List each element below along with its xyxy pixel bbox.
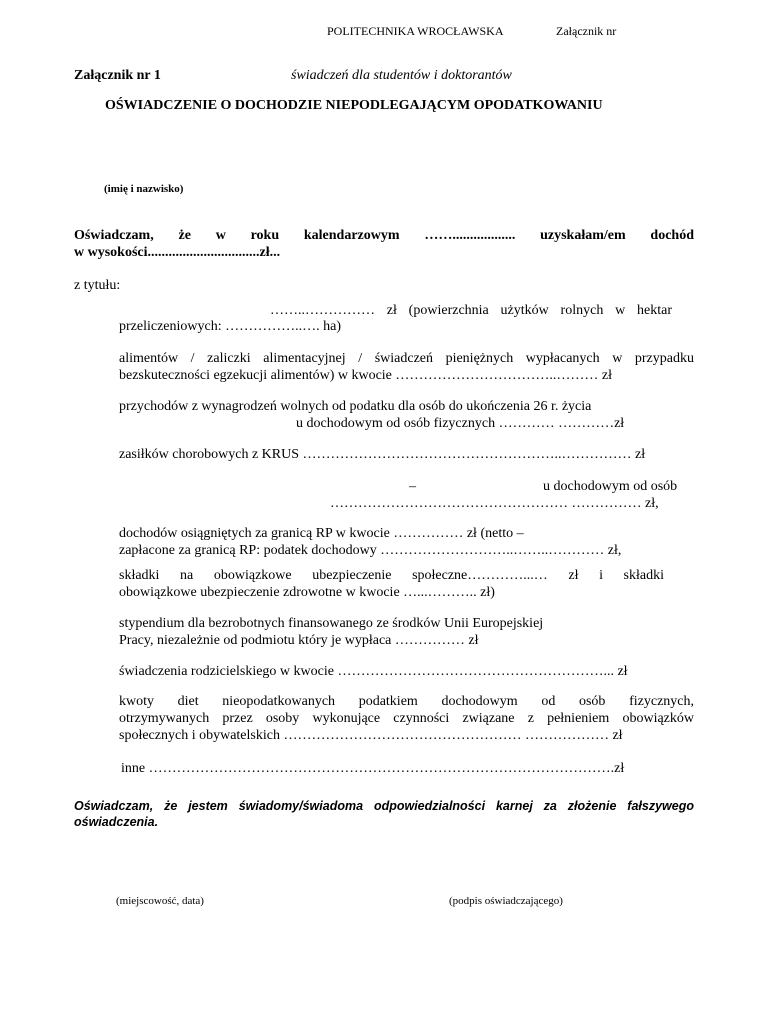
farm-income-line-1: ……..…………… zł (powierzchnia użytków rolnych w hektar <box>270 303 672 318</box>
annex-label: Załącznik nr 1 <box>74 68 161 83</box>
social-insurance-line-2: obowiązkowe ubezpieczenie zdrowotne w kwocie …...……….. zł) <box>119 585 495 600</box>
allowance-line-2: otrzymywanych przez osoby wykonujące czynności związane z pełnieniem obowiązków <box>119 711 694 726</box>
declaration-line-2: w wysokości................................zł... <box>74 245 281 260</box>
foreign-income-line-1: dochodów osiągniętych za granicą RP w kwocie …………… zł (netto – <box>119 526 524 541</box>
farm-income-line-2: przeliczeniowych: ……………..…. ha) <box>119 319 341 334</box>
annex-reference: Załącznik nr <box>556 24 617 38</box>
allowance-line-1: kwoty diet nieopodatkowanych podatkiem dochodowym od osób fizycznych, <box>119 694 694 709</box>
page-title: OŚWIADCZENIE O DOCHODZIE NIEPODLEGAJĄCYM OPODATKOWANIU <box>105 98 603 113</box>
name-label: (imię i nazwisko) <box>104 183 184 195</box>
social-insurance-line-1: składki na obowiązkowe ubezpieczenie społeczne…………...… zł i składki <box>119 568 664 583</box>
place-date-label: (miejscowość, data) <box>116 895 204 907</box>
wage-exempt-line-1: przychodów z wynagrodzeń wolnych od podatku dla osób do ukończenia 26 r. życia <box>119 399 592 414</box>
unemployed-stipend-line-1: stypendium dla bezrobotnych finansowanego ze środków Unii Europejskiej <box>119 616 544 631</box>
alimony-line-1: alimentów / zaliczki alimentacyjnej / świadczeń pieniężnych wypłacanych w przypadku <box>119 351 694 366</box>
krus-sickness-benefit: zasiłków chorobowych z KRUS ………………………………………………..…………… zł <box>119 447 646 462</box>
unemployed-stipend-line-2: Pracy, niezależnie od podmiotu który je wypłaca …………… zł <box>119 633 479 648</box>
alimony-line-2: bezskuteczności egzekucji alimentów) w kwocie ……………………………..……… zł <box>119 368 612 383</box>
title-of-income-label: z tytułu: <box>74 278 121 293</box>
liability-statement-line-1: Oświadczam, że jestem świadomy/świadoma odpowiedzialności karnej za złożenie fałszywego <box>74 799 694 813</box>
parental-benefit: świadczenia rodzicielskiego w kwocie …………………………………………………... zł <box>119 664 628 679</box>
income-tax-fragment: u dochodowym od osób <box>543 479 678 494</box>
liability-statement-line-2: oświadczenia. <box>74 815 159 829</box>
amount-dots-line: …………………………………………… …………… zł, <box>330 496 659 511</box>
annex-subtitle: świadczeń dla studentów i doktorantów <box>291 68 512 83</box>
allowance-line-3: społecznych i obywatelskich …………………………………………… ……………… zł <box>119 728 623 743</box>
institution-header: POLITECHNIKA WROCŁAWSKA <box>327 24 504 38</box>
dash-separator: – <box>409 479 416 494</box>
foreign-income-line-2: zapłacone za granicą RP: podatek dochodowy ………………………..……..………… zł, <box>119 543 622 558</box>
other-income: inne ……………………………………………………………………………………….zł <box>121 761 625 776</box>
declaration-line-1: Oświadczam, że w roku kalendarzowym …….................. uzyskałam/em dochód <box>74 228 694 243</box>
wage-exempt-line-2: u dochodowym od osób fizycznych ………… …………zł <box>296 416 625 431</box>
signature-label: (podpis oświadczającego) <box>449 895 563 907</box>
